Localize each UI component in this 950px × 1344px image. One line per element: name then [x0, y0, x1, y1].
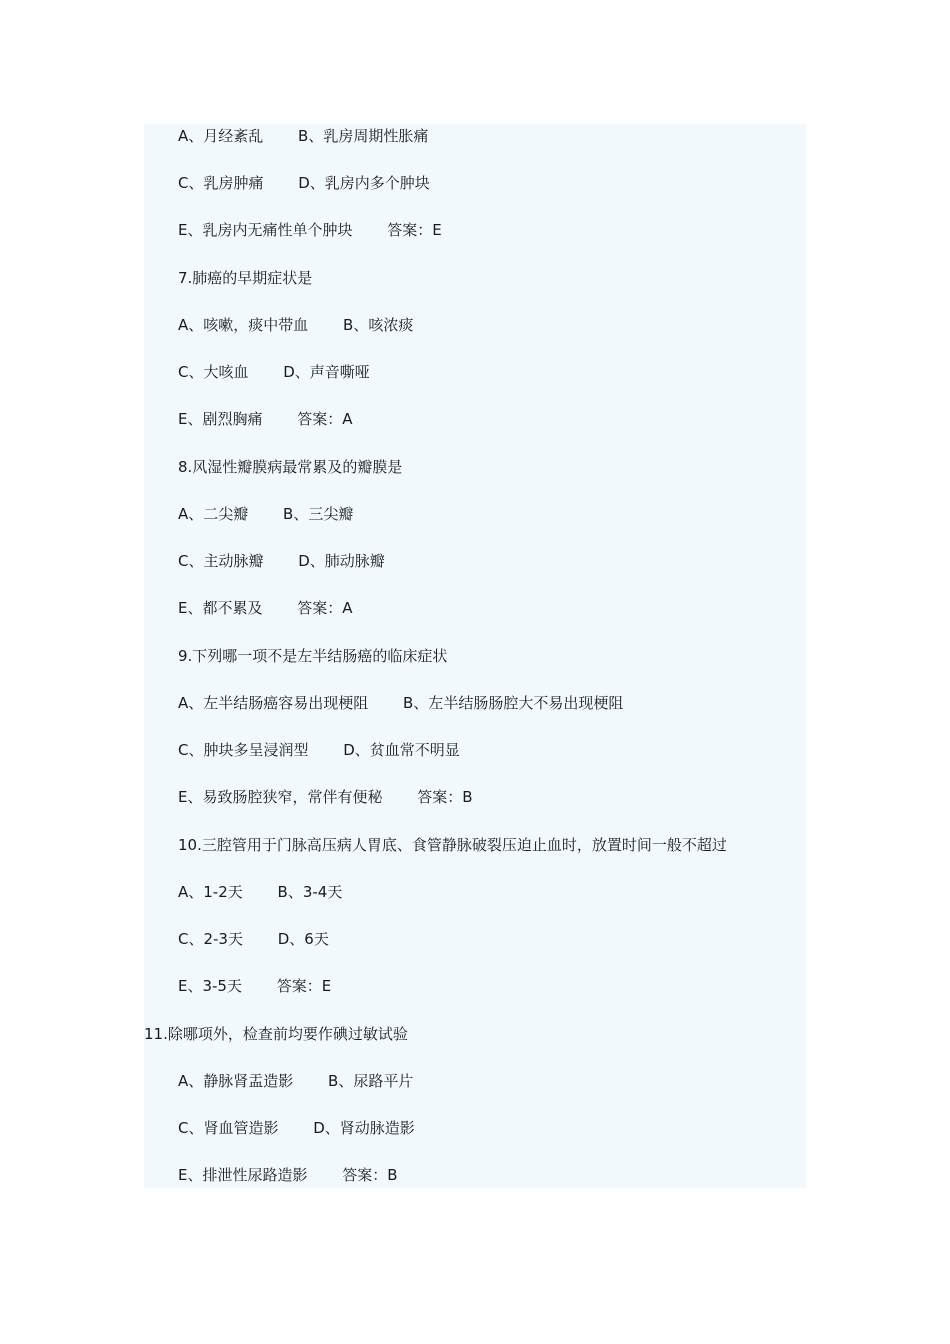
q6-option-e-answer: E、乳房内无痛性单个肿块 答案：E — [178, 221, 442, 239]
q7-question: 7.肺癌的早期症状是 — [178, 269, 313, 287]
q6-options-a-b: A、月经紊乱 B、乳房周期性胀痛 — [178, 127, 429, 145]
q8-question: 8.风湿性瓣膜病最常累及的瓣膜是 — [178, 458, 403, 476]
q11-options-c-d: C、肾血管造影 D、肾动脉造影 — [178, 1119, 415, 1137]
q10-options-a-b: A、1-2天 B、3-4天 — [178, 883, 343, 901]
q9-options-c-d: C、肿块多呈浸润型 D、贫血常不明显 — [178, 741, 460, 759]
q7-option-e-answer: E、剧烈胸痛 答案：A — [178, 410, 353, 428]
q10-options-c-d: C、2-3天 D、6天 — [178, 930, 329, 948]
q10-option-e-answer: E、3-5天 答案：E — [178, 977, 332, 995]
q11-option-e-answer: E、排泄性尿路造影 答案：B — [178, 1166, 398, 1184]
q6-options-c-d: C、乳房肿痛 D、乳房内多个肿块 — [178, 174, 430, 192]
q9-option-e-answer: E、易致肠腔狭窄，常伴有便秘 答案：B — [178, 788, 473, 806]
q7-options-a-b: A、咳嗽，痰中带血 B、咳浓痰 — [178, 316, 414, 334]
q11-options-a-b: A、静脉肾盂造影 B、尿路平片 — [178, 1072, 414, 1090]
q8-option-e-answer: E、都不累及 答案：A — [178, 599, 353, 617]
q8-options-a-b: A、二尖瓣 B、三尖瓣 — [178, 505, 354, 523]
q9-question: 9.下列哪一项不是左半结肠癌的临床症状 — [178, 647, 448, 665]
q11-question: 11.除哪项外，检查前均要作碘过敏试验 — [144, 1025, 408, 1043]
q9-options-a-b: A、左半结肠癌容易出现梗阻 B、左半结肠肠腔大不易出现梗阻 — [178, 694, 624, 712]
q10-question: 10.三腔管用于门脉高压病人胃底、食管静脉破裂压迫止血时，放置时间一般不超过 — [178, 836, 727, 854]
q7-options-c-d: C、大咳血 D、声音嘶哑 — [178, 363, 370, 381]
q8-options-c-d: C、主动脉瓣 D、肺动脉瓣 — [178, 552, 385, 570]
